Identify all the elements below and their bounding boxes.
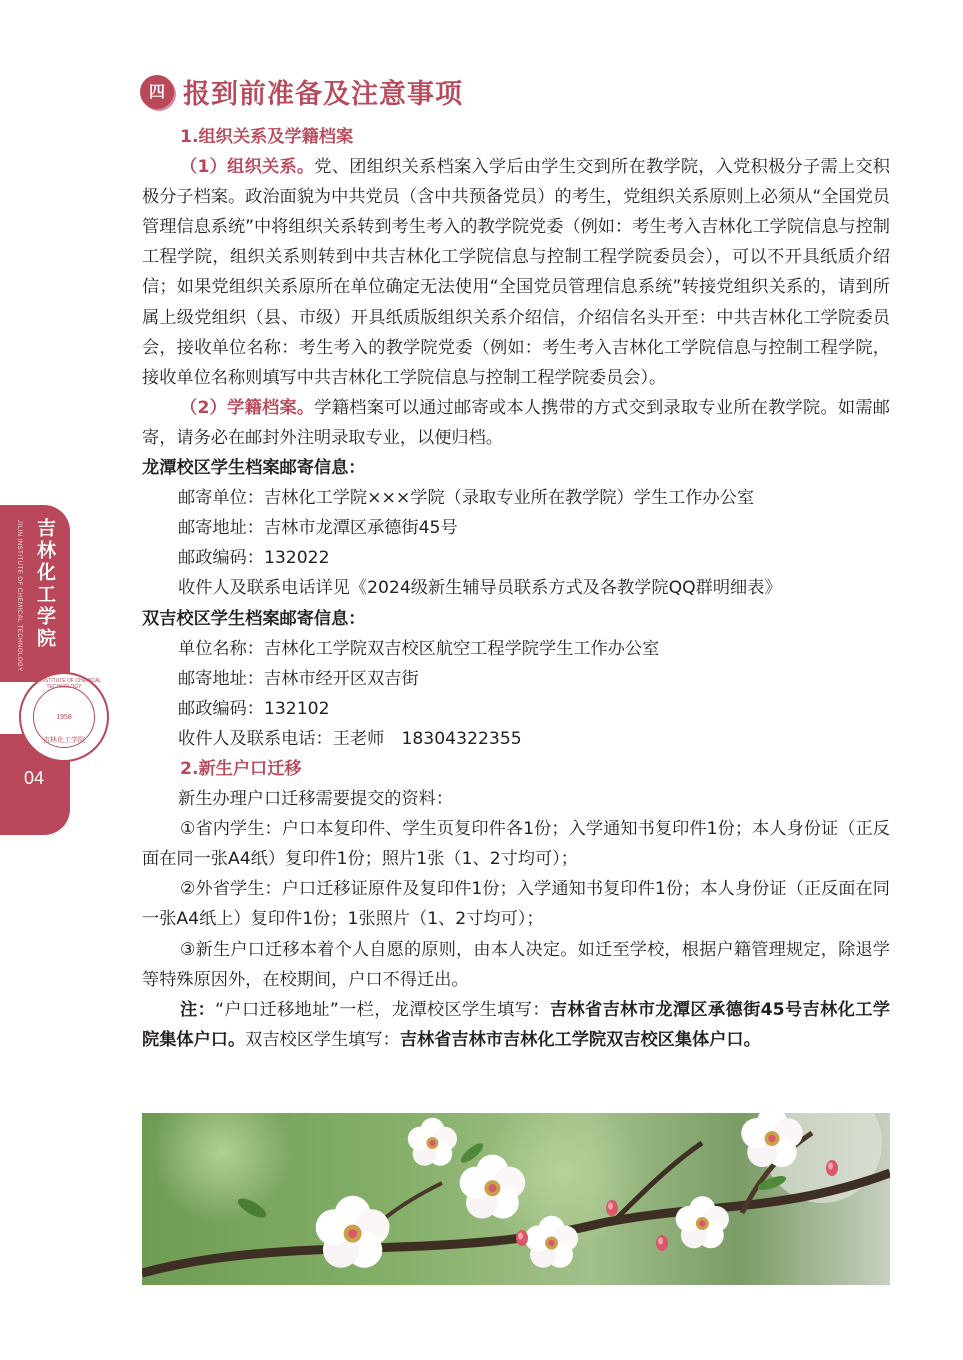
student-file-label: （2）学籍档案。 bbox=[180, 397, 315, 418]
school-seal-logo bbox=[19, 672, 109, 762]
note-address-longtan: 吉林省吉林市龙潭区承德街45号吉林化工学院集体户口。 bbox=[142, 999, 890, 1050]
longtan-recipient: 收件人及联系电话详见《2024级新生辅导员联系方式及各教学院QQ群明细表》 bbox=[178, 578, 782, 599]
shuangji-recipient: 收件人及联系电话：王老师 18304322355 bbox=[178, 728, 522, 749]
note-text-2: 双吉校区学生填写： bbox=[245, 1029, 400, 1050]
hukou-item-3: ③新生户口迁移本着个人自愿的原则，由本人决定。如迁至学校，根据户籍管理规定，除退学等特殊原因外，在校期间，户口不得迁出。 bbox=[142, 939, 890, 990]
subsection-heading-1: 1.组织关系及学籍档案 bbox=[180, 127, 354, 147]
hukou-item-1: ①省内学生：户口本复印件、学生页复印件各1份；入学通知书复印件1份；本人身份证（正反面在同一张A4纸）复印件1份；照片1张（1、2寸均可）； bbox=[142, 819, 890, 870]
section-title: 报到前准备及注意事项 bbox=[183, 79, 463, 110]
hukou-item-2: ②外省学生：户口迁移证原件及复印件1份；入学通知书复印件1份；本人身份证（正反面在同一张A4纸上）复印件1份；1张照片（1、2寸均可）； bbox=[142, 879, 890, 930]
seal-year: 1958 bbox=[56, 714, 72, 721]
longtan-mail-address: 邮寄地址：吉林市龙潭区承德街45号 bbox=[178, 518, 458, 539]
blossom-photo bbox=[142, 1113, 890, 1285]
note-address-shuangji: 吉林省吉林市吉林化工学院双吉校区集体户口。 bbox=[399, 1029, 761, 1050]
longtan-mail-heading: 龙潭校区学生档案邮寄信息： bbox=[142, 458, 366, 479]
student-file-paragraph bbox=[142, 393, 890, 453]
blossom-illustration bbox=[142, 1113, 890, 1285]
student-file-text: 学籍档案可以通过邮寄或本人携带的方式交到录取专业所在教学院。如需邮寄，请务必在邮封外注明录取专业，以便归档。 bbox=[142, 397, 890, 448]
subsection-heading-2: 2.新生户口迁移 bbox=[180, 758, 302, 779]
shuangji-mail-heading: 双吉校区学生档案邮寄信息： bbox=[142, 608, 366, 629]
org-relation-label: （1）组织关系。 bbox=[180, 157, 315, 178]
note-text-1: “户口迁移地址”一栏，龙潭校区学生填写： bbox=[215, 999, 550, 1020]
seal-ring-text: JILIN INSTITUTE OF CHEMICAL TECHNOLOGY bbox=[26, 678, 102, 690]
side-school-name-en: JILIN INSTITUTE OF CHEMICAL TECHNOLOGY bbox=[16, 520, 22, 672]
shuangji-mail-unit: 单位名称：吉林化工学院双吉校区航空工程学院学生工作办公室 bbox=[178, 638, 660, 659]
seal-name: 吉林化工学院 bbox=[43, 736, 85, 744]
hukou-intro: 新生办理户口迁移需要提交的资料： bbox=[178, 789, 454, 810]
shuangji-postcode: 邮政编码：132102 bbox=[178, 698, 330, 719]
org-relation-paragraph bbox=[142, 152, 890, 393]
hukou-note bbox=[142, 995, 890, 1055]
org-relation-text: 党、团组织关系档案入学后由学生交到所在教学院，入党积极分子需上交积极分子档案。政治面貌为中共党员（含中共预备党员）的考生，党组织关系原则上必须从“全国党员管理信息系统”中将组织关系转到考生考入的教学院党委（例如：考生考入吉林化工学院信息与控制工程学院，组织关系则转到中共吉林化工学院信息与控制工程学院委员会），可以不开具纸质介绍信；如果党组织关系原所在单位确定无法使用“全国党员管理信息系统”转接党组织关系的，请到所属上级党组织（县、市级）开具纸质版组织关系介绍信，介绍信名头开至：中共吉林化工学院委员会，接收单位名称：考生考入的教学院党委（例如：考生考入吉林化工学院信息与控制工程学院，接收单位名称则填写中共吉林化工学院信息与控制工程学院委员会）。 bbox=[142, 157, 890, 388]
side-school-name: 吉林化工学院 bbox=[34, 518, 56, 650]
note-label: 注： bbox=[180, 999, 216, 1020]
main-content bbox=[142, 122, 890, 1055]
longtan-mail-unit: 邮寄单位：吉林化工学院×××学院（录取专业所在教学院）学生工作办公室 bbox=[178, 488, 755, 509]
page-number: 04 bbox=[24, 768, 45, 788]
longtan-postcode: 邮政编码：132022 bbox=[178, 548, 330, 569]
shuangji-mail-address: 邮寄地址：吉林市经开区双吉街 bbox=[178, 668, 419, 689]
section-number-badge: 四 bbox=[140, 75, 174, 109]
